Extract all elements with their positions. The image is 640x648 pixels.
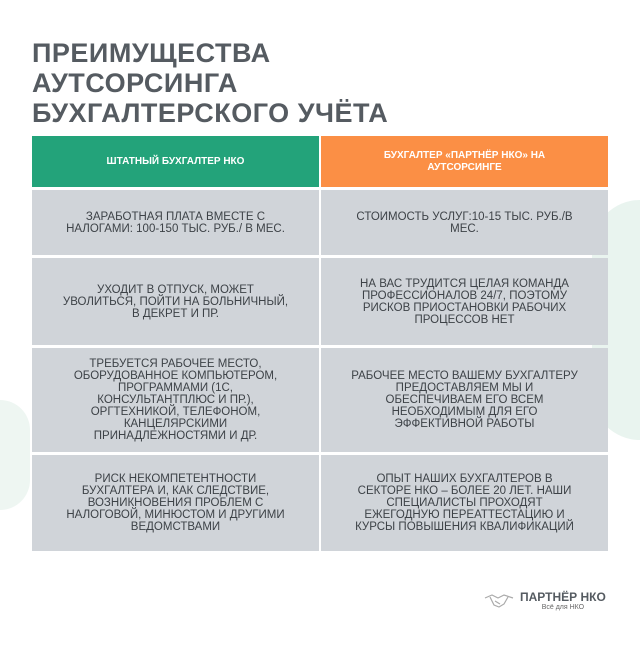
logo	[484, 590, 608, 611]
table-cell: ЗАРАБОТНАЯ ПЛАТА ВМЕСТЕ С НАЛОГАМИ: 100-150 ТЫС. РУБ./ В МЕС.	[32, 190, 319, 255]
page-title: ПРЕИМУЩЕСТВА АУТСОРСИНГА БУХГАЛТЕРСКОГО УЧЁТА	[32, 38, 389, 128]
table-cell: ТРЕБУЕТСЯ РАБОЧЕЕ МЕСТО, ОБОРУДОВАННОЕ КОМПЬЮТЕРОМ, ПРОГРАММАМИ (1С, КОНСУЛЬТАНТПЛЮС И ПР.), ОРГТЕХНИКОЙ, ТЕЛЕФОНОМ, КАНЦЕЛЯРСКИМИ ПРИНАДЛЕЖНОСТЯМИ И ДР.	[32, 348, 319, 452]
handshake-icon	[484, 592, 514, 610]
logo-name: ПАРТНЁР НКО	[520, 590, 606, 604]
table-cell: РАБОЧЕЕ МЕСТО ВАШЕМУ БУХГАЛТЕРУ ПРЕДОСТАВЛЯЕМ МЫ И ОБЕСПЕЧИВАЕМ ЕГО ВСЕМ НЕОБХОДИМЫМ ДЛЯ ЕГО ЭФФЕКТИВНОЙ РАБОТЫ	[321, 348, 608, 452]
logo-tagline: Всё для НКО	[541, 604, 585, 611]
table-cell: НА ВАС ТРУДИТСЯ ЦЕЛАЯ КОМАНДА ПРОФЕССИОНАЛОВ 24/7, ПОЭТОМУ РИСКОВ ПРИОСТАНОВКИ РАБОЧИХ ПРОЦЕССОВ НЕТ	[321, 258, 608, 345]
header-outsourcing-accountant: БУХГАЛТЕР «ПАРТНЁР НКО» НА АУТСОРСИНГЕ	[321, 136, 608, 187]
header-staff-accountant: ШТАТНЫЙ БУХГАЛТЕР НКО	[32, 136, 319, 187]
background-decoration	[0, 400, 30, 510]
table-cell: СТОИМОСТЬ УСЛУГ:10-15 ТЫС. РУБ./В МЕС.	[321, 190, 608, 255]
comparison-table	[32, 136, 608, 551]
table-cell: ОПЫТ НАШИХ БУХГАЛТЕРОВ В СЕКТОРЕ НКО – БОЛЕЕ 20 ЛЕТ. НАШИ СПЕЦИАЛИСТЫ ПРОХОДЯТ ЕЖЕГОДНУЮ ПЕРЕАТТЕСТАЦИЮ И КУРСЫ ПОВЫШЕНИЯ КВАЛИФИКАЦИЙ	[321, 455, 608, 551]
table-cell: РИСК НЕКОМПЕТЕНТНОСТИ БУХГАЛТЕРА И, КАК СЛЕДСТВИЕ, ВОЗНИКНОВЕНИЯ ПРОБЛЕМ С НАЛОГОВОЙ, МИНЮСТОМ И ДРУГИМИ ВЕДОМСТВАМИ	[32, 455, 319, 551]
table-cell: УХОДИТ В ОТПУСК, МОЖЕТ УВОЛИТЬСЯ, ПОЙТИ НА БОЛЬНИЧНЫЙ, В ДЕКРЕТ И ПР.	[32, 258, 319, 345]
